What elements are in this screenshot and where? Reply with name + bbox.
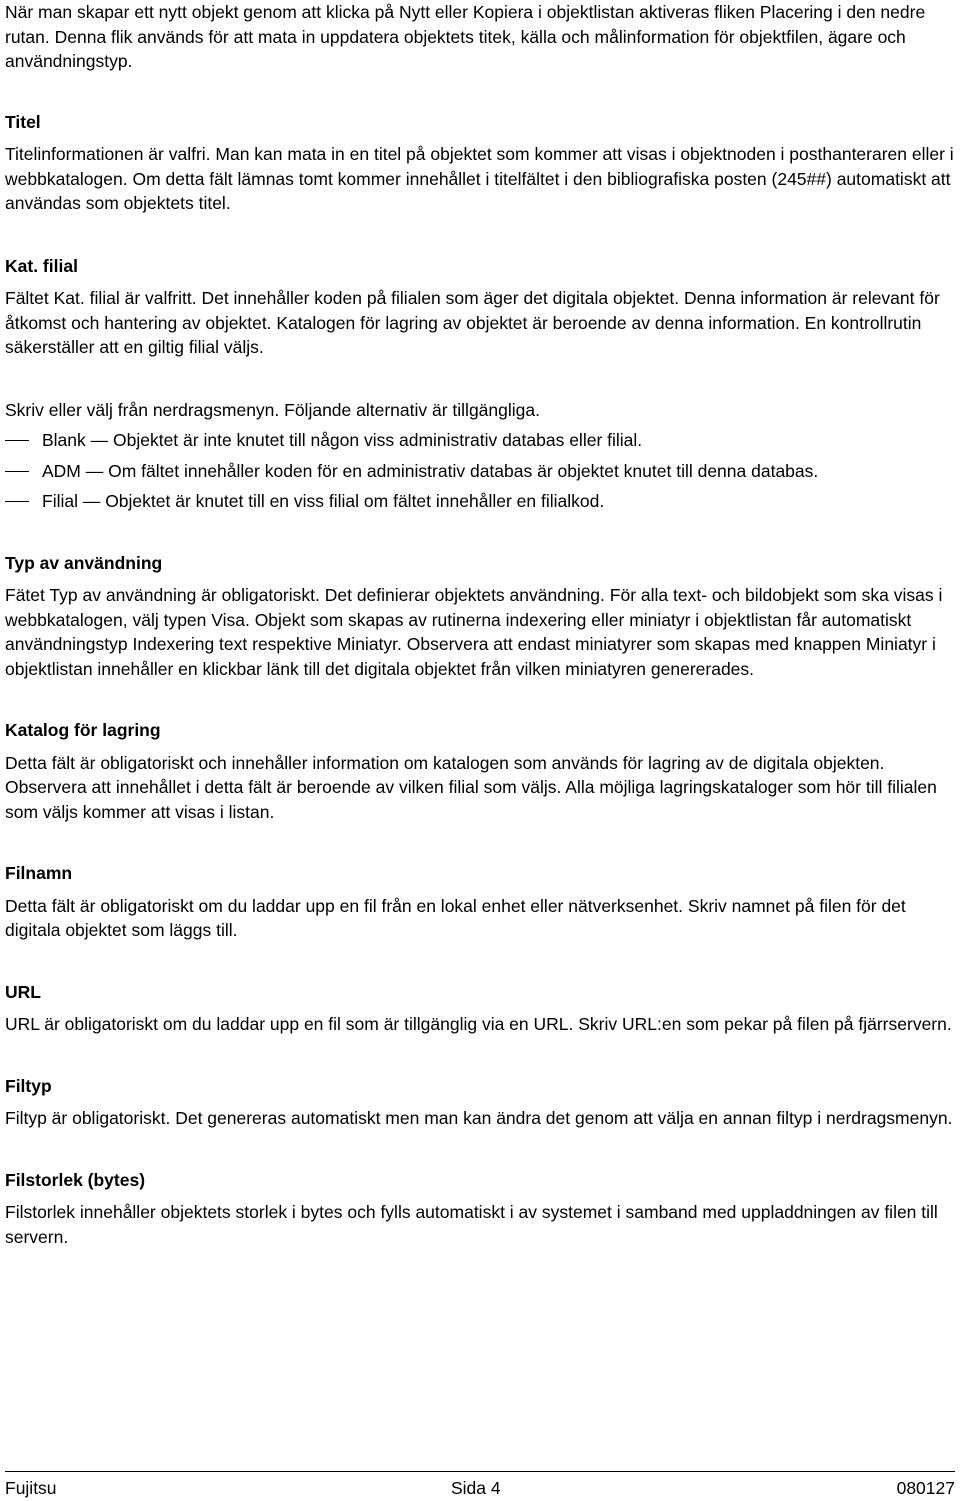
option-text: ADM — Om fältet innehåller koden för en administrativ databas är objektet knutet till denna databas.: [42, 460, 819, 481]
section-text-katalog: Detta fält är obligatoriskt och innehåller information om katalogen som används för lagring av de digitala objekten. Observera att innehållet i detta fält är beroende av vilken filial som väljs. Alla möjliga lagringskataloger som hör till filialen som väljs kommer att visas i listan.: [5, 752, 937, 822]
footer-company: Fujitsu: [5, 1478, 57, 1498]
section-heading-url: URL: [5, 981, 41, 1002]
footer-page-number: Sida 4: [451, 1478, 501, 1498]
list-item: [5, 428, 955, 453]
section-heading-titel: Titel: [5, 111, 41, 132]
page-footer: [5, 1471, 955, 1500]
section-heading-typ: Typ av användning: [5, 552, 163, 573]
section-text-filstorlek: Filstorlek innehåller objektets storlek i bytes och fylls automatiskt i av systemet i samband med uppladdningen av filen till servern.: [5, 1202, 938, 1247]
dash-bullet-icon: [5, 501, 29, 502]
section-heading-katalog: Katalog för lagring: [5, 720, 161, 740]
options-intro: Skriv eller välj från nerdragsmenyn. Följande alternativ är tillgängliga.: [5, 399, 540, 420]
option-text: Filial — Objektet är knutet till en viss filial om fältet innehåller en filialkod.: [42, 491, 605, 511]
section-text-titel: Titelinformationen är valfri. Man kan mata in en titel på objektet som kommer att visas i objektnoden i posthanteraren eller i webbkatalogen. Om detta fält lämnas tomt kommer innehållet i titelfältet i den bibliografiska posten (245##) automatiskt att användas som objektets titel.: [5, 144, 954, 213]
section-text-kat-filial: Fältet Kat. filial är valfritt. Det innehåller koden på filialen som äger det digitala objektet. Denna information är relevant för åtkomst och hantering av objektet. Katalogen för lagring av objektet är beroende av denna information. En kontrollrutin säkerställer att en giltig filial väljs.: [5, 288, 940, 357]
dash-bullet-icon: [5, 471, 29, 472]
options-list: [5, 428, 955, 514]
intro-paragraph: När man skapar ett nytt objekt genom att klicka på Nytt eller Kopiera i objektlistan aktiveras fliken Placering i den nedre rutan. Denna flik används för att mata in uppdatera objektets titek, källa och målinformation för objektfilen, ägare och användningstyp.: [5, 2, 926, 71]
list-item: [5, 459, 955, 484]
section-heading-filnamn: Filnamn: [5, 863, 73, 883]
section-text-url: URL är obligatoriskt om du laddar upp en fil som är tillgänglig via en URL. Skriv URL:en som pekar på filen på fjärrservern.: [5, 1014, 952, 1034]
section-text-filnamn: Detta fält är obligatoriskt om du laddar upp en fil från en lokal enhet eller nätverksenhet. Skriv namnet på filen för det digitala objektet som läggs till.: [5, 895, 906, 940]
list-item: [5, 489, 955, 514]
option-text: Blank — Objektet är inte knutet till någon viss administrativ databas eller filial.: [42, 430, 643, 450]
section-text-typ: Fätet Typ av användning är obligatoriskt. Det definierar objektets användning. För alla text- och bildobjekt som ska visas i webbkatalogen, välj typen Visa. Objekt som skapas av rutinerna indexering eller miniatyr i objektlistan får automatiskt användningstyp Indexering text respektive Miniatyr. Observera att endast miniatyrer som skapas med knappen Miniatyr i objektlistan innehåller en klickbar länk till det digitala objektet från vilken miniatyren genererades.: [5, 585, 943, 679]
section-heading-kat-filial: Kat. filial: [5, 255, 78, 276]
section-heading-filstorlek: Filstorlek (bytes): [5, 1169, 146, 1190]
footer-date: 080127: [896, 1478, 955, 1498]
document-page: [5, 0, 955, 1249]
section-heading-filtyp: Filtyp: [5, 1075, 52, 1096]
dash-bullet-icon: [5, 440, 29, 441]
section-text-filtyp: Filtyp är obligatoriskt. Det genereras automatiskt men man kan ändra det genom att välja en annan filtyp i nerdragsmenyn.: [5, 1108, 953, 1128]
